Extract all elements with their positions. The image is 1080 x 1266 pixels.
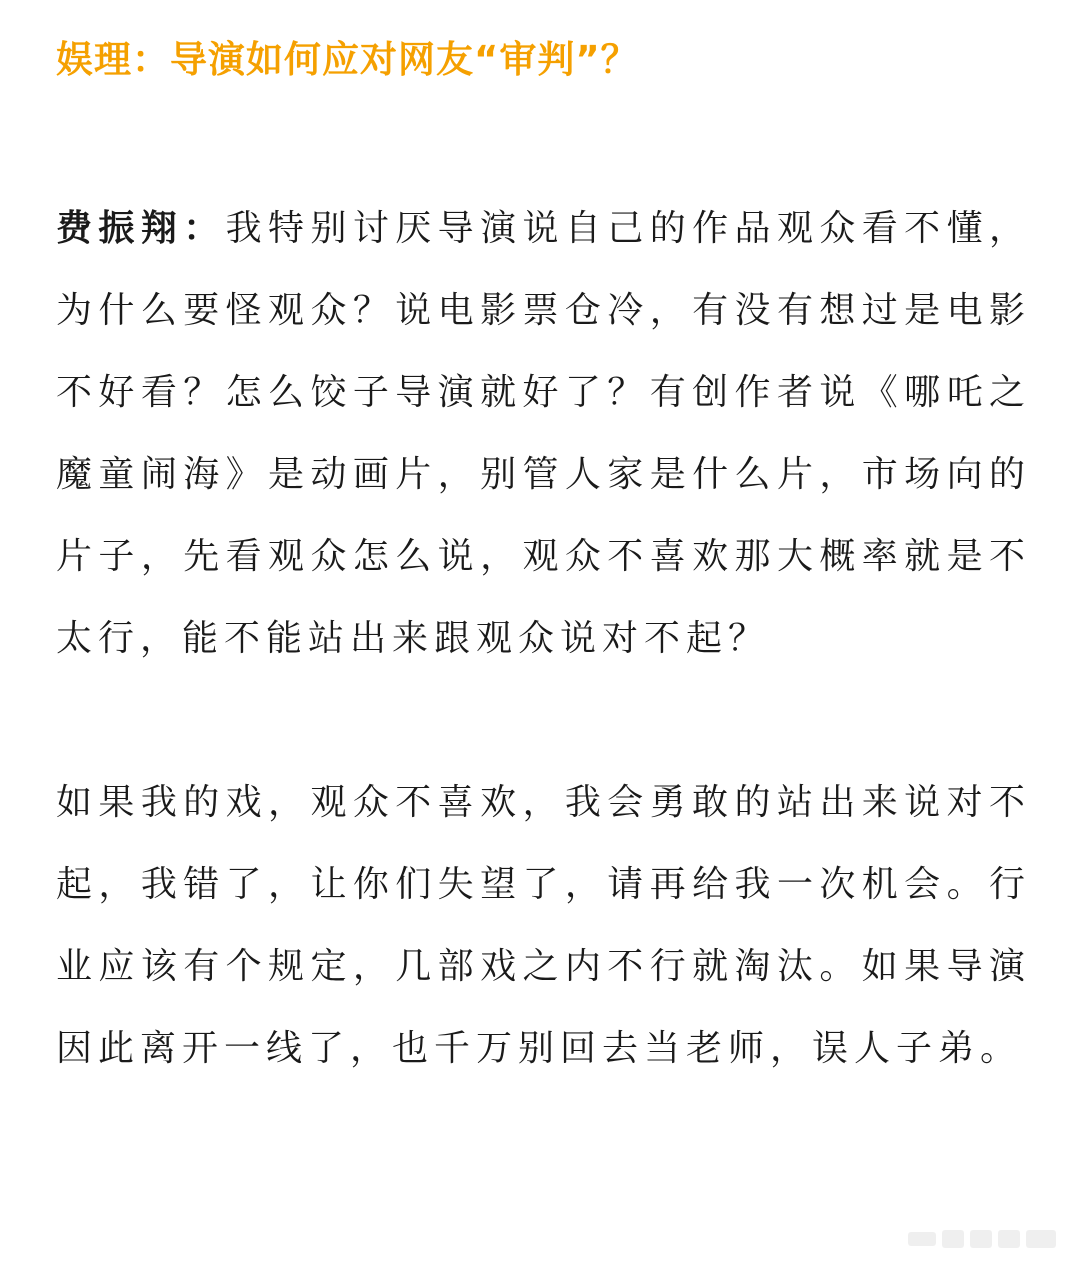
answer-paragraph-2: 如果我的戏，观众不喜欢，我会勇敢的站出来说对不起，我错了，让你们失望了，请再给我一次机会。行业应该有个规定，几部戏之内不行就淘汰。如果导演因此离开一线了，也千万别回去当老师，误人子弟。	[56, 782, 1031, 1069]
watermark-icon	[908, 1226, 1058, 1252]
article	[56, 28, 1031, 1090]
speaker-name: 费振翔：	[56, 208, 226, 249]
interview-question: 娱理：导演如何应对网友“审判”？	[56, 38, 639, 81]
answer-paragraph-1	[56, 188, 1031, 680]
answer-text-1: 我特别讨厌导演说自己的作品观众看不懂，为什么要怪观众？说电影票仓冷，有没有想过是电影不好看？怎么饺子导演就好了？有创作者说《哪吒之魔童闹海》是动画片，别管人家是什么片，市场向的片子，先看观众怎么说，观众不喜欢那大概率就是不太行，能不能站出来跟观众说对不起？	[56, 208, 1031, 659]
